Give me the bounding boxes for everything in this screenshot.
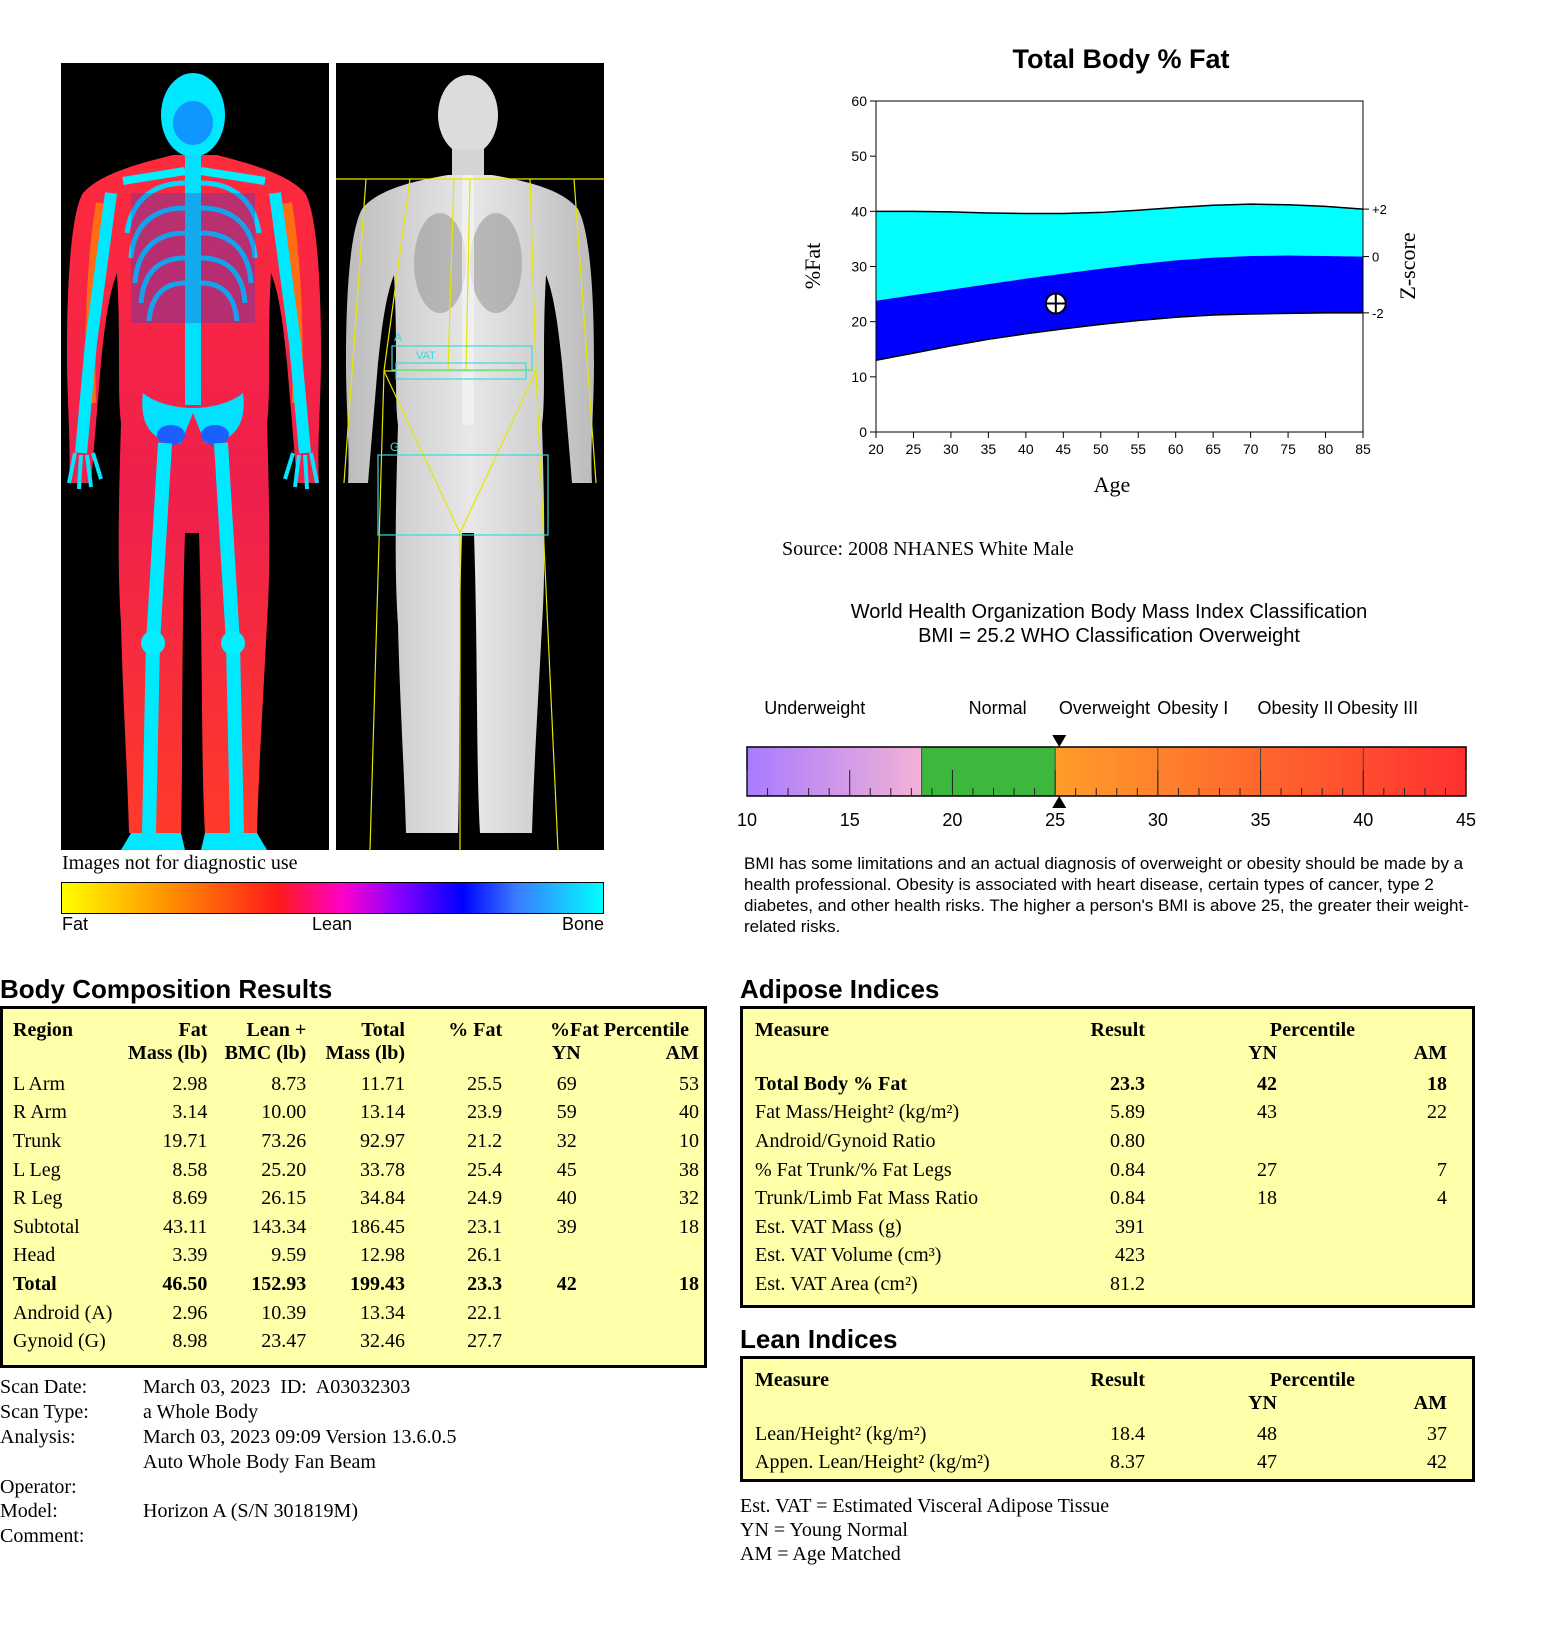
bmi-tick-label: 30 — [1147, 810, 1168, 830]
lean-result-cell: 18.4 — [1110, 1422, 1145, 1445]
adipose-result-cell: 391 — [1115, 1215, 1145, 1238]
body-comp-total-cell: 11.71 — [360, 1072, 405, 1095]
adipose-am-cell: 7 — [1437, 1158, 1447, 1181]
body-comp-am-cell: 18 — [679, 1272, 699, 1295]
adipose-row — [755, 1213, 1447, 1242]
ln-col-yn: YN — [1248, 1392, 1277, 1414]
bmi-category-labels — [764, 698, 1418, 718]
y-tick-label: 0 — [859, 424, 867, 440]
chart-title: Total Body % Fat — [1012, 44, 1230, 74]
bmi-category-label: Obesity II — [1257, 698, 1334, 718]
legend-lean-label: Lean — [312, 914, 353, 934]
adipose-am-cell — [1277, 1242, 1447, 1271]
body-comp-yn-cell: 45 — [556, 1158, 577, 1181]
lean-row — [755, 1449, 1447, 1478]
body-comp-am-cell: 53 — [679, 1072, 699, 1095]
bmi-marker-bottom-arrow — [1052, 796, 1066, 808]
footnote-vat: Est. VAT = Estimated Visceral Adipose Tissue — [740, 1495, 1110, 1517]
bmi-category-label: Overweight — [1058, 698, 1150, 718]
x-tick-label: 35 — [980, 441, 997, 457]
body-comp-region-cell: L Arm — [13, 1072, 66, 1095]
lean-row — [755, 1420, 1447, 1449]
gray-body-figure — [336, 63, 604, 850]
body-comp-fat-cell: 3.39 — [172, 1244, 208, 1267]
adipose-yn-cell — [1145, 1242, 1277, 1271]
adipose-row — [755, 1270, 1447, 1299]
bmi-tick-label: 40 — [1353, 810, 1374, 830]
body-comp-fat-cell: 8.69 — [172, 1187, 208, 1210]
body-comp-yn-cell: 32 — [556, 1129, 577, 1152]
ad-col-am: AM — [1413, 1042, 1447, 1064]
adipose-am-cell: 4 — [1437, 1187, 1447, 1210]
body-comp-yn-cell — [502, 1327, 601, 1356]
adipose-measure-cell: Est. VAT Mass (g) — [755, 1215, 902, 1238]
body-comp-lean-cell: 143.34 — [251, 1215, 307, 1238]
scan-type-label: Scan Type: — [0, 1401, 89, 1423]
total-body-fat-chart — [780, 30, 1440, 510]
model-value: Horizon A (S/N 301819M) — [143, 1500, 358, 1522]
body-comp-pct-cell: 25.4 — [467, 1158, 503, 1181]
body-comp-yn-cell — [502, 1299, 601, 1328]
body-comp-pct-cell: 26.1 — [467, 1244, 503, 1267]
body-comp-fat-cell: 8.98 — [172, 1330, 208, 1353]
adipose-row — [755, 1184, 1447, 1213]
bmi-tick-label: 25 — [1045, 810, 1066, 830]
chart-zscore-label: Z-score — [1395, 232, 1420, 300]
adipose-row — [755, 1242, 1447, 1271]
body-comp-am-cell: 38 — [679, 1158, 699, 1181]
body-comp-pct-cell: 24.9 — [467, 1187, 503, 1210]
x-tick-label: 85 — [1355, 441, 1371, 457]
lean-measure-cell: Lean/Height² (kg/m²) — [755, 1422, 927, 1445]
comment-label: Comment: — [0, 1525, 85, 1547]
body-comp-lean-cell: 152.93 — [251, 1272, 307, 1295]
adipose-am-cell — [1277, 1213, 1447, 1242]
body-comp-region-cell: L Leg — [13, 1158, 61, 1181]
col-total-mass: Total — [361, 1019, 405, 1041]
body-comp-total-cell: 33.78 — [359, 1158, 405, 1181]
adipose-indices-table-box — [740, 1006, 1475, 1308]
body-comp-row — [13, 1242, 699, 1271]
color-body-figure — [61, 63, 329, 850]
bmi-category-label: Obesity III — [1337, 698, 1419, 718]
body-comp-region-cell: Gynoid (G) — [13, 1330, 106, 1353]
x-tick-label: 75 — [1280, 441, 1296, 457]
body-comp-yn-cell: 42 — [556, 1272, 577, 1295]
adipose-am-cell: 18 — [1427, 1072, 1447, 1095]
body-comp-yn-cell: 59 — [556, 1101, 577, 1124]
bmi-heading — [744, 600, 1474, 648]
body-comp-yn-cell — [502, 1242, 601, 1271]
footnotes — [740, 1494, 1109, 1566]
body-composition-table — [13, 1019, 699, 1356]
y-tick-label: 30 — [851, 258, 867, 275]
body-comp-row — [13, 1070, 699, 1099]
gynoid-region-label: G — [390, 440, 400, 454]
col-total-mass-unit: Mass (lb) — [325, 1042, 405, 1064]
body-comp-fat-cell: 2.96 — [172, 1301, 208, 1324]
body-comp-total-cell: 13.34 — [359, 1301, 405, 1324]
body-comp-total-cell: 92.97 — [359, 1129, 405, 1152]
image-disclaimer: Images not for diagnostic use — [62, 852, 298, 874]
android-region-label: A — [394, 330, 403, 344]
x-tick-label: 65 — [1205, 441, 1221, 457]
lean-am-cell: 37 — [1427, 1422, 1447, 1445]
adipose-result-cell: 23.3 — [1110, 1072, 1145, 1095]
x-tick-label: 55 — [1130, 441, 1147, 457]
bmi-tick-label: 45 — [1455, 810, 1477, 830]
ad-col-yn: YN — [1248, 1042, 1277, 1064]
x-tick-label: 30 — [943, 441, 959, 457]
adipose-result-cell: 5.89 — [1110, 1101, 1145, 1124]
body-comp-region-cell: Trunk — [13, 1129, 62, 1152]
body-comp-row — [13, 1213, 699, 1242]
adipose-result-cell: 81.2 — [1110, 1272, 1145, 1295]
adipose-measure-cell: Est. VAT Area (cm²) — [755, 1272, 918, 1295]
body-comp-lean-cell: 10.00 — [261, 1101, 307, 1124]
adipose-measure-cell: Trunk/Limb Fat Mass Ratio — [755, 1187, 979, 1210]
footnote-yn: YN = Young Normal — [740, 1519, 908, 1541]
ln-col-measure: Measure — [755, 1369, 830, 1391]
chart-bands — [876, 204, 1363, 360]
body-comp-pct-cell: 23.3 — [467, 1272, 503, 1295]
adipose-row — [755, 1070, 1447, 1099]
analysis-method: Auto Whole Body Fan Beam — [143, 1451, 376, 1473]
body-comp-row — [13, 1099, 699, 1128]
body-comp-am-cell: 40 — [679, 1101, 699, 1124]
body-comp-row — [13, 1299, 699, 1328]
adipose-result-cell: 0.80 — [1110, 1129, 1145, 1152]
adipose-row — [755, 1127, 1447, 1156]
body-comp-lean-cell: 26.15 — [261, 1187, 307, 1210]
body-comp-yn-cell: 39 — [556, 1215, 577, 1238]
col-fat-percentile: %Fat Percentile — [549, 1019, 689, 1041]
dxa-grayscale-image — [336, 63, 604, 850]
body-comp-am-cell: 10 — [679, 1129, 699, 1152]
adipose-result-cell: 0.84 — [1110, 1187, 1145, 1210]
body-comp-lean-cell: 8.73 — [271, 1072, 307, 1095]
body-comp-fat-cell: 3.14 — [172, 1101, 208, 1124]
dxa-color-image — [61, 63, 329, 850]
col-fat-mass-unit: Mass (lb) — [127, 1042, 208, 1064]
lean-measure-cell: Appen. Lean/Height² (kg/m²) — [755, 1451, 990, 1474]
adipose-indices-table — [755, 1019, 1447, 1299]
body-comp-lean-cell: 9.59 — [271, 1244, 307, 1267]
bmi-heading-value: BMI = 25.2 WHO Classification Overweight — [918, 625, 1300, 647]
ln-col-result: Result — [1090, 1369, 1145, 1391]
adipose-yn-cell: 27 — [1257, 1158, 1277, 1181]
bmi-scale — [736, 690, 1480, 840]
bmi-category-label: Underweight — [764, 698, 866, 718]
chart-xlabel: Age — [1093, 472, 1131, 497]
col-am: AM — [665, 1042, 699, 1064]
body-comp-lean-cell: 25.20 — [261, 1158, 307, 1181]
bmi-normal-segment — [922, 747, 1056, 796]
body-comp-am-cell — [601, 1242, 699, 1271]
z-tick-label: 0 — [1372, 249, 1380, 265]
adipose-measure-cell: Android/Gynoid Ratio — [755, 1129, 936, 1152]
body-comp-total-cell: 199.43 — [349, 1272, 405, 1295]
bmi-underweight-segment — [747, 747, 922, 796]
body-comp-row — [13, 1156, 699, 1185]
bmi-category-label: Obesity I — [1157, 698, 1229, 718]
body-comp-pct-cell: 27.7 — [467, 1330, 503, 1353]
col-pct-fat: % Fat — [448, 1019, 503, 1041]
body-comp-total-cell: 32.46 — [359, 1330, 405, 1353]
scan-date-value: March 03, 2023 ID: A03032303 — [143, 1376, 411, 1398]
adipose-result-cell: 423 — [1115, 1244, 1145, 1267]
adipose-am-cell — [1277, 1270, 1447, 1299]
body-comp-pct-cell: 25.5 — [467, 1072, 503, 1095]
body-comp-am-cell: 32 — [679, 1187, 699, 1210]
lean-result-cell: 8.37 — [1110, 1451, 1145, 1474]
body-comp-pct-cell: 22.1 — [467, 1301, 503, 1324]
ad-col-percentile: Percentile — [1269, 1019, 1355, 1041]
adipose-result-cell: 0.84 — [1110, 1158, 1145, 1181]
adipose-yn-cell: 18 — [1257, 1187, 1277, 1210]
body-comp-region-cell: Total — [13, 1272, 57, 1295]
col-region: Region — [13, 1019, 73, 1041]
body-comp-row — [13, 1184, 699, 1213]
adipose-am-cell: 22 — [1427, 1101, 1447, 1124]
adipose-am-cell — [1277, 1127, 1447, 1156]
bmi-color-bar — [747, 747, 1466, 796]
body-comp-pct-cell: 23.9 — [467, 1101, 503, 1124]
body-comp-lean-cell: 10.39 — [261, 1301, 307, 1324]
col-yn: YN — [551, 1042, 581, 1064]
body-comp-lean-cell: 73.26 — [261, 1129, 307, 1152]
lean-indices-table — [755, 1369, 1447, 1477]
adipose-measure-cell: Est. VAT Volume (cm³) — [755, 1244, 942, 1267]
body-comp-fat-cell: 2.98 — [172, 1072, 208, 1095]
body-composition-table-box — [0, 1006, 707, 1368]
body-comp-am-cell — [601, 1327, 699, 1356]
chart-ylabel: %Fat — [800, 242, 825, 290]
y-tick-label: 50 — [851, 148, 867, 165]
adipose-measure-cell: % Fat Trunk/% Fat Legs — [755, 1158, 952, 1181]
x-tick-label: 60 — [1167, 441, 1184, 457]
lean-indices-title: Lean Indices — [740, 1324, 898, 1354]
body-comp-region-cell: Head — [13, 1244, 56, 1267]
body-comp-yn-cell: 40 — [556, 1187, 577, 1210]
body-comp-region-cell: Android (A) — [13, 1301, 113, 1324]
x-tick-label: 40 — [1018, 441, 1034, 457]
bmi-tick-label: 35 — [1250, 810, 1271, 830]
bmi-tick-label: 15 — [839, 810, 860, 830]
footnote-am: AM = Age Matched — [740, 1543, 901, 1565]
legend-bone-label: Bone — [562, 914, 605, 934]
model-label: Model: — [0, 1500, 58, 1522]
adipose-yn-cell — [1145, 1213, 1277, 1242]
ln-col-percentile: Percentile — [1269, 1369, 1355, 1391]
adipose-row — [755, 1099, 1447, 1128]
ln-col-am: AM — [1413, 1392, 1447, 1414]
scan-date-label: Scan Date: — [0, 1376, 88, 1398]
body-comp-region-cell: R Leg — [13, 1187, 63, 1210]
z-tick-label: -2 — [1372, 305, 1384, 321]
col-fat-mass: Fat — [178, 1019, 208, 1041]
body-comp-total-cell: 34.84 — [359, 1187, 405, 1210]
body-comp-total-cell: 13.14 — [359, 1101, 405, 1124]
bmi-marker-top-arrow — [1052, 735, 1066, 747]
analysis-value: March 03, 2023 09:09 Version 13.6.0.5 — [143, 1426, 457, 1448]
bmi-tick-label: 20 — [942, 810, 963, 830]
x-tick-label: 70 — [1242, 441, 1259, 457]
body-comp-yn-cell: 69 — [556, 1072, 577, 1095]
body-comp-region-cell: R Arm — [13, 1101, 67, 1124]
legend-fat-label: Fat — [62, 914, 89, 934]
x-tick-label: 25 — [905, 441, 922, 457]
body-comp-pct-cell: 21.2 — [467, 1129, 503, 1152]
lean-yn-cell: 47 — [1257, 1451, 1277, 1474]
adipose-yn-cell: 43 — [1257, 1101, 1277, 1124]
body-comp-region-cell: Subtotal — [13, 1215, 80, 1238]
analysis-label: Analysis: — [0, 1426, 76, 1448]
z-tick-label: +2 — [1372, 202, 1387, 218]
ad-col-result: Result — [1090, 1019, 1145, 1041]
body-comp-total-cell: 12.98 — [359, 1244, 405, 1267]
adipose-row — [755, 1156, 1447, 1185]
adipose-yn-cell: 42 — [1257, 1072, 1277, 1095]
vat-region-label: VAT — [416, 350, 436, 362]
bmi-disclaimer: BMI has some limitations and an actual diagnosis of overweight or obesity should be made by a health professional. Obesity is associated with heart disease, certain types of cancer, type 2 diabetes, and other health risks. The higher a person's BMI is above 25, the greater their weight-related risks. — [744, 854, 1469, 936]
bmi-heading-who: World Health Organization Body Mass Index Classification — [850, 601, 1368, 623]
patient-data-point — [1046, 293, 1066, 313]
lean-yn-cell: 48 — [1257, 1422, 1277, 1445]
adipose-measure-cell: Fat Mass/Height² (kg/m²) — [755, 1101, 960, 1124]
body-comp-row — [13, 1327, 699, 1356]
y-tick-label: 40 — [851, 203, 867, 220]
col-lean-bmc: Lean + — [246, 1019, 307, 1041]
x-tick-label: 50 — [1092, 441, 1109, 457]
ad-col-measure: Measure — [755, 1019, 830, 1041]
body-composition-title: Body Composition Results — [0, 974, 333, 1004]
body-comp-pct-cell: 23.1 — [467, 1215, 503, 1238]
y-tick-label: 20 — [851, 313, 867, 330]
tissue-color-legend — [61, 882, 604, 914]
x-tick-label: 45 — [1055, 441, 1072, 457]
body-comp-fat-cell: 43.11 — [163, 1215, 208, 1238]
y-tick-label: 60 — [851, 93, 867, 109]
body-comp-row — [13, 1270, 699, 1299]
x-tick-label: 20 — [868, 441, 884, 457]
adipose-yn-cell — [1145, 1127, 1277, 1156]
bmi-category-label: Normal — [968, 698, 1027, 718]
body-comp-am-cell: 18 — [679, 1215, 699, 1238]
col-lean-bmc-unit: BMC (lb) — [224, 1042, 307, 1064]
body-comp-total-cell: 186.45 — [349, 1215, 405, 1238]
body-comp-fat-cell: 46.50 — [162, 1272, 208, 1295]
adipose-indices-title: Adipose Indices — [740, 974, 940, 1004]
body-comp-fat-cell: 19.71 — [162, 1129, 208, 1152]
body-comp-am-cell — [601, 1299, 699, 1328]
y-tick-label: 10 — [851, 368, 867, 385]
scan-type-value: a Whole Body — [143, 1401, 259, 1423]
body-comp-fat-cell: 8.58 — [172, 1158, 208, 1181]
body-comp-row — [13, 1127, 699, 1156]
adipose-yn-cell — [1145, 1270, 1277, 1299]
reference-source: Source: 2008 NHANES White Male — [782, 538, 1074, 560]
operator-label: Operator: — [0, 1476, 77, 1498]
adipose-measure-cell: Total Body % Fat — [755, 1072, 908, 1095]
x-tick-label: 80 — [1317, 441, 1334, 457]
body-comp-lean-cell: 23.47 — [261, 1330, 307, 1353]
lean-indices-table-box — [740, 1356, 1475, 1482]
bmi-tick-label: 10 — [736, 810, 758, 830]
lean-am-cell: 42 — [1427, 1451, 1447, 1474]
